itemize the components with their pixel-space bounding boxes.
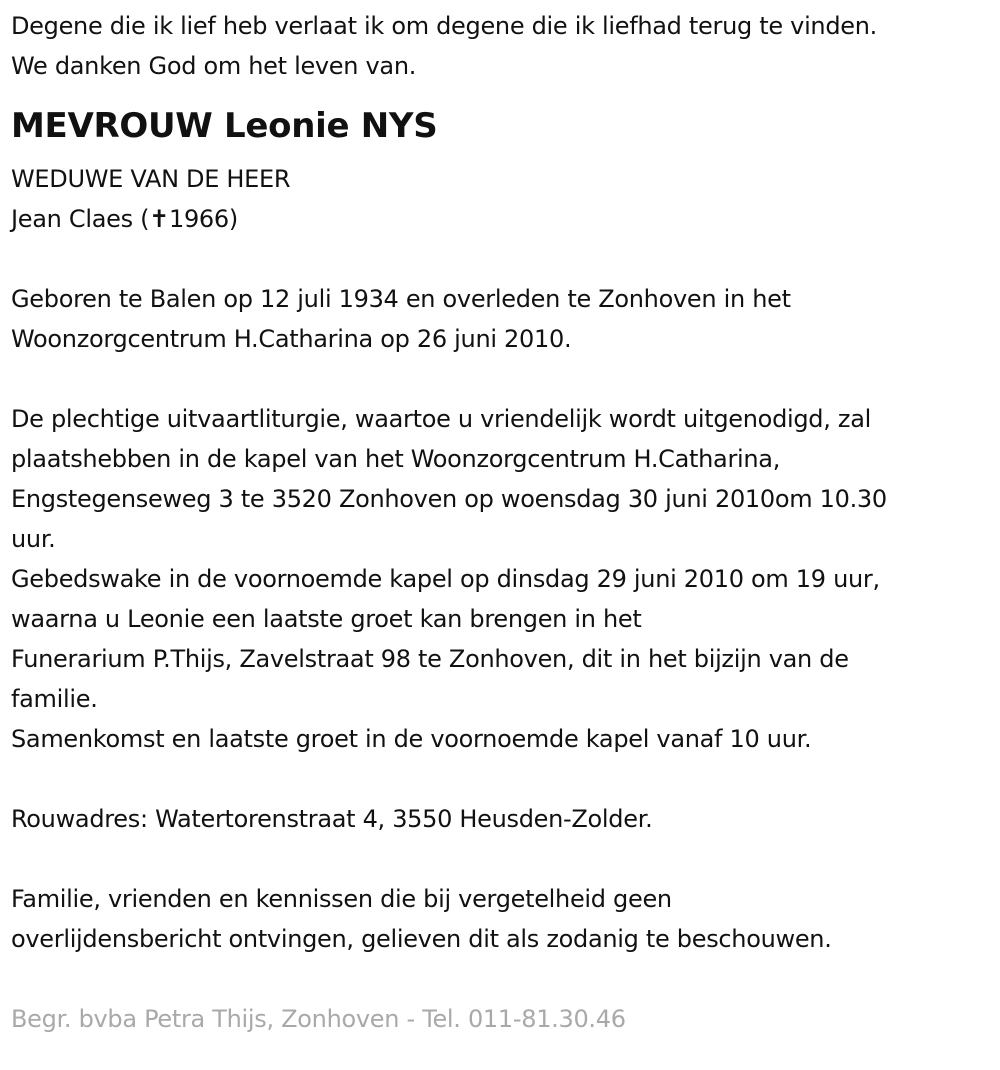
death-notice: [11, 0, 996, 1039]
intro-line-2: We danken God om het leven van.: [11, 52, 417, 80]
spacer: [11, 239, 996, 279]
funeral-home-footer: Begr. bvba Petra Thijs, Zonhoven - Tel. 011-81.30.46: [11, 1005, 626, 1033]
spacer: [11, 839, 996, 879]
address-line: Rouwadres: Watertorenstraat 4, 3550 Heusden-Zolder.: [11, 805, 653, 833]
ceremony-line-6: waarna u Leonie een laatste groet kan brengen in het: [11, 605, 642, 633]
birth-death-line-1: Geboren te Balen op 12 juli 1934 en overleden te Zonhoven in het: [11, 285, 791, 313]
ceremony-line-7: Funerarium P.Thijs, Zavelstraat 98 te Zonhoven, dit in het bijzijn van de: [11, 645, 849, 673]
spacer: [11, 759, 996, 799]
deceased-name: MEVROUW Leonie NYS: [11, 106, 438, 146]
intro-line-1: Degene die ik lief heb verlaat ik om degene die ik liefhad terug te vinden.: [11, 12, 877, 40]
ceremony-line-5: Gebedswake in de voornoemde kapel op dinsdag 29 juni 2010 om 19 uur,: [11, 565, 880, 593]
spacer: [11, 959, 996, 999]
birth-death-line-2: Woonzorgcentrum H.Catharina op 26 juni 2010.: [11, 325, 572, 353]
notice-line-1: Familie, vrienden en kennissen die bij vergetelheid geen: [11, 885, 672, 913]
ceremony-line-1: De plechtige uitvaartliturgie, waartoe u vriendelijk wordt uitgenodigd, zal: [11, 405, 871, 433]
notice-line-2: overlijdensbericht ontvingen, gelieven dit als zodanig te beschouwen.: [11, 925, 832, 953]
deceased-relation: WEDUWE VAN DE HEER: [11, 165, 291, 193]
ceremony-line-4: uur.: [11, 525, 56, 553]
ceremony-line-8: familie.: [11, 685, 98, 713]
ceremony-line-9: Samenkomst en laatste groet in de voornoemde kapel vanaf 10 uur.: [11, 725, 812, 753]
ceremony-line-2: plaatshebben in de kapel van het Woonzorgcentrum H.Catharina,: [11, 445, 781, 473]
deceased-spouse: Jean Claes (✝1966): [11, 205, 238, 233]
ceremony-line-3: Engstegenseweg 3 te 3520 Zonhoven op woensdag 30 juni 2010om 10.30: [11, 485, 887, 513]
spacer: [11, 359, 996, 399]
